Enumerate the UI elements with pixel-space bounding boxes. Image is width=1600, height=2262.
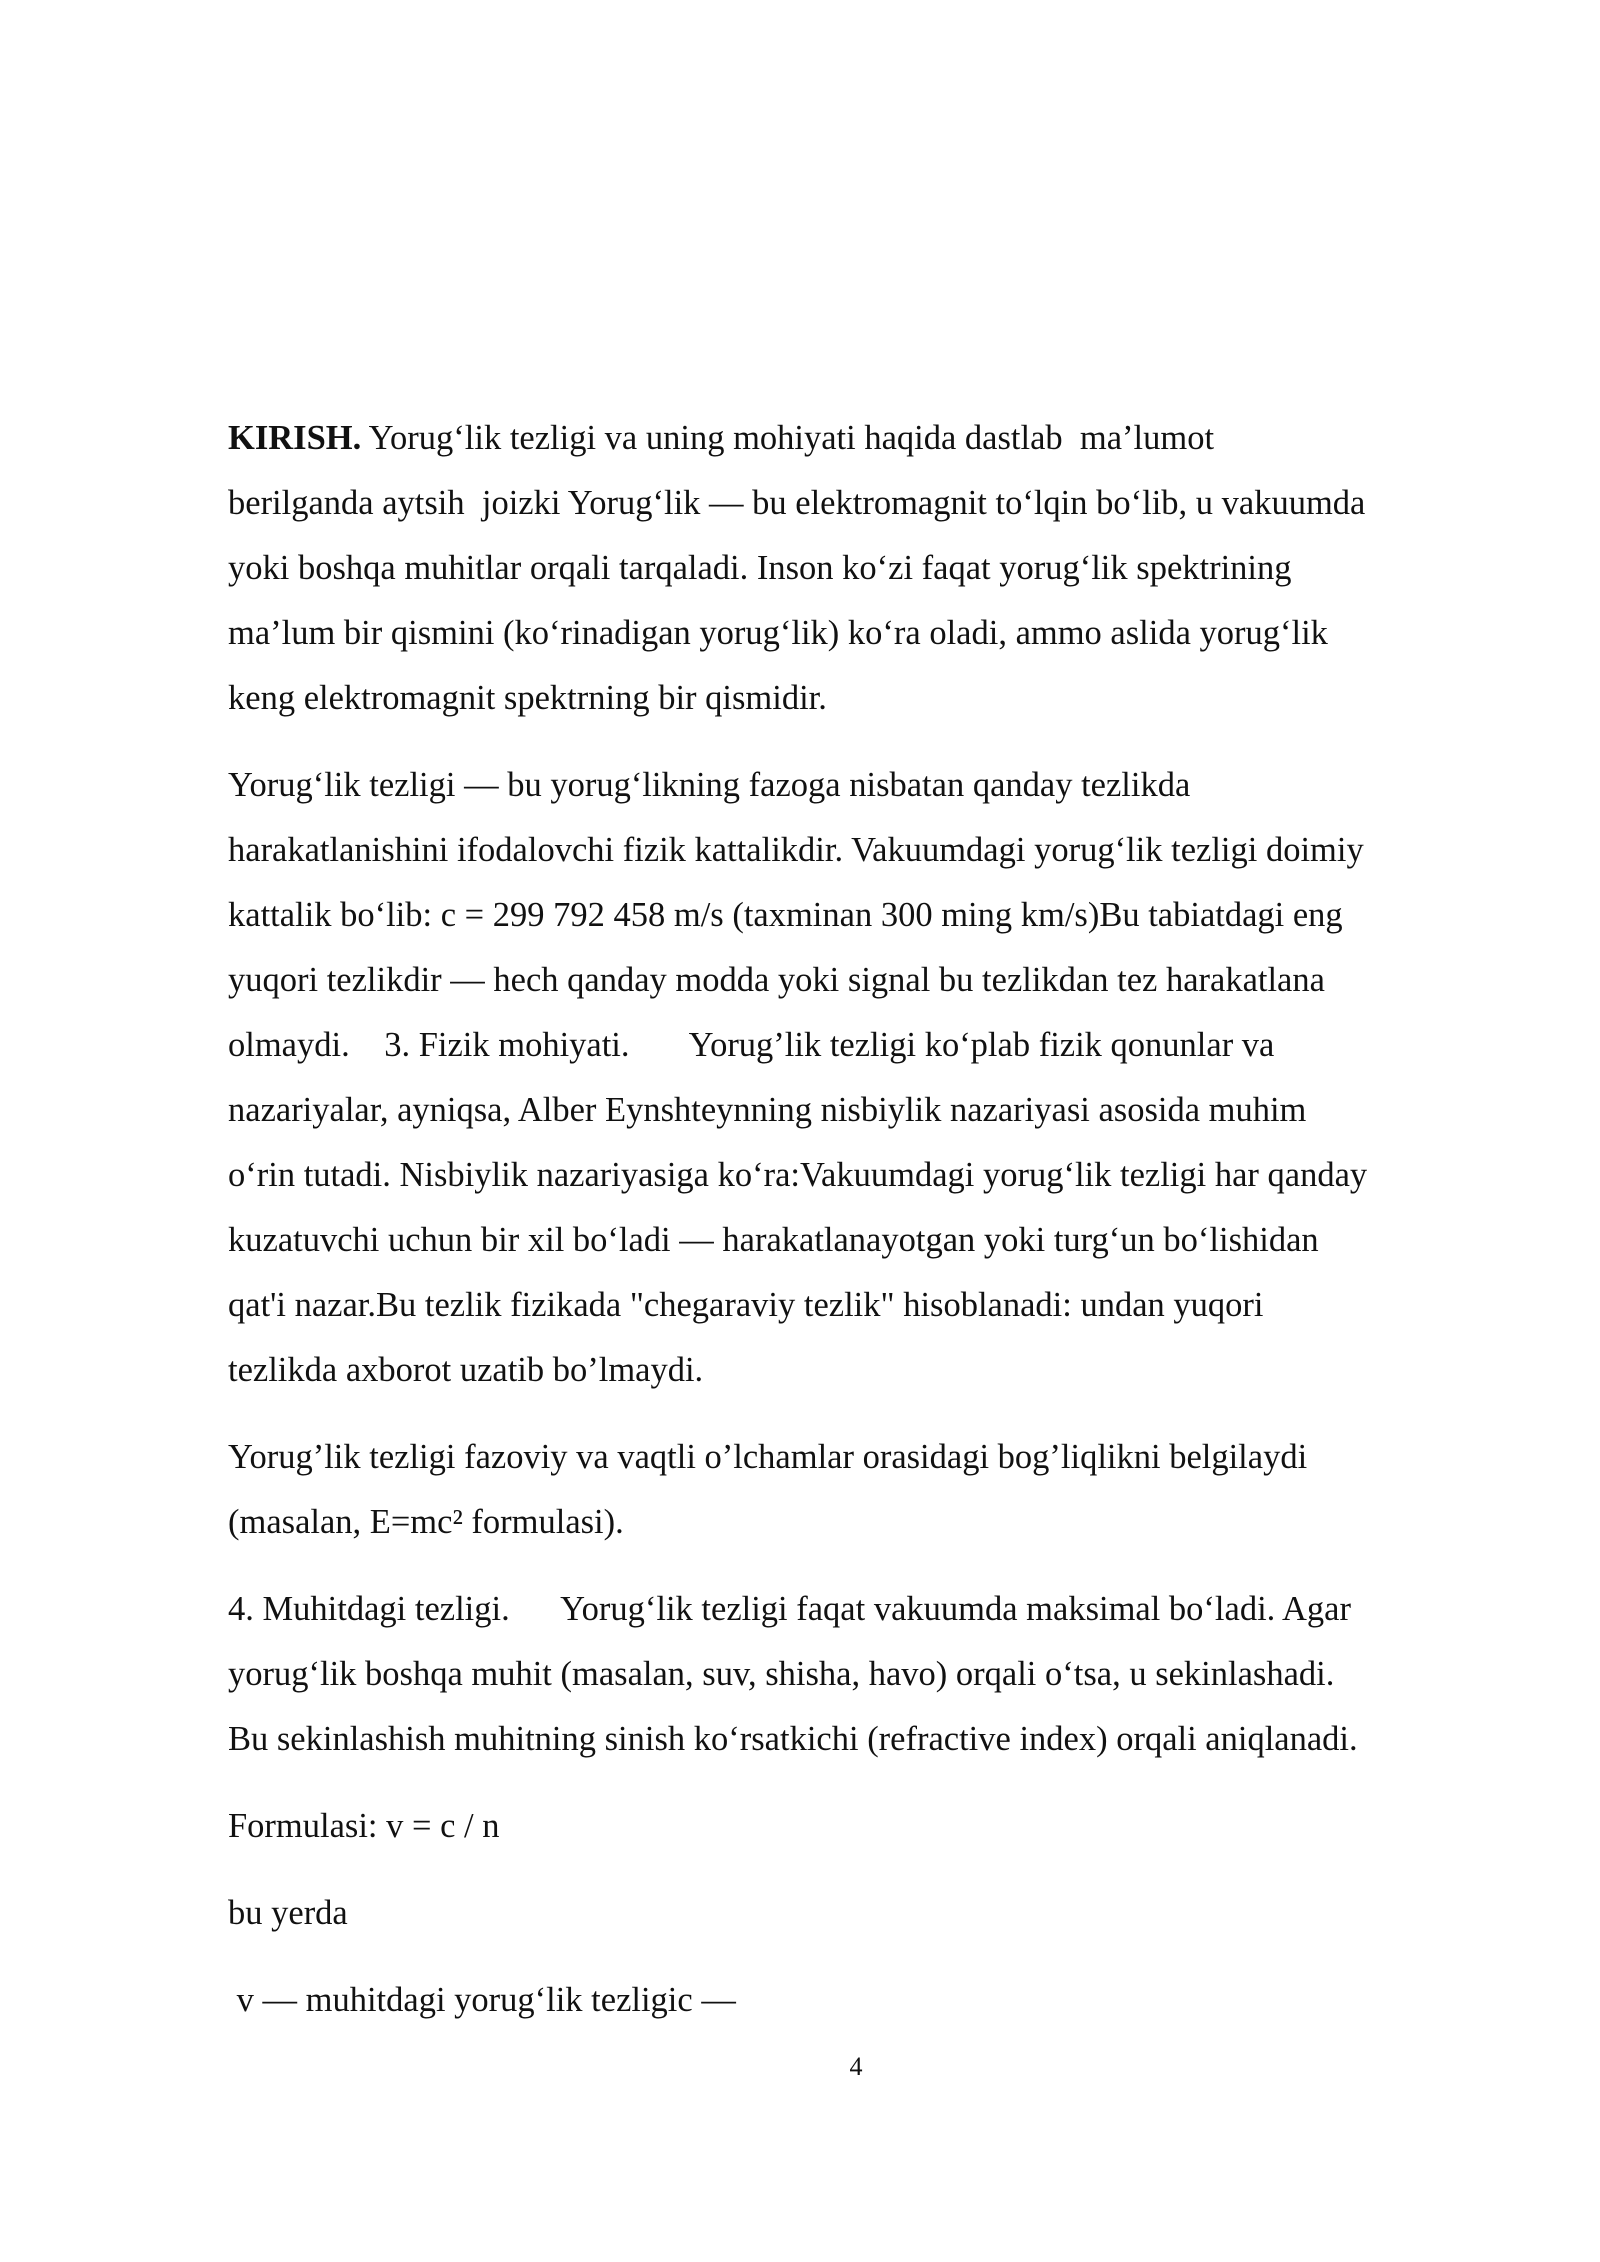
intro-line-1 <box>228 406 1478 471</box>
para4-line-1: 4. Muhitdagi tezligi. Yorug‘lik tezligi faqat vakuumda maksimal bo‘ladi. Agar <box>228 1590 1351 1628</box>
intro-line-1-text: Yorug‘lik tezligi va uning mohiyati haqida dastlab ma’lumot <box>361 419 1215 457</box>
page-number: 4 <box>849 2052 863 2081</box>
where-paragraph <box>228 1881 1478 1946</box>
para2-line-7: o‘rin tutadi. Nisbiylik nazariyasiga ko‘ra:Vakuumdagi yorug‘lik tezligi har qanday <box>228 1156 1368 1194</box>
para4-line-2: yorug‘lik boshqa muhit (masalan, suv, shisha, havo) orqali o‘tsa, u sekinlashadi. <box>228 1655 1335 1693</box>
para2-line-9: qat'i nazar.Bu tezlik fizikada "chegaraviy tezlik" hisoblanadi: undan yuqori <box>228 1286 1264 1324</box>
intro-line-4: ma’lum bir qismini (ko‘rinadigan yorug‘lik) ko‘ra oladi, ammo aslida yorug‘lik <box>228 614 1328 652</box>
para3-line-2: (masalan, E=mc² formulasi). <box>228 1503 624 1541</box>
document-body <box>228 406 1478 2055</box>
para2-line-1: Yorug‘lik tezligi — bu yorug‘likning fazoga nisbatan qanday tezlikda <box>228 766 1191 804</box>
para2-line-6: nazariyalar, ayniqsa, Alber Eynshteynning nisbiylik nazariyasi asosida muhim <box>228 1091 1307 1129</box>
intro-heading: KIRISH. <box>228 419 362 457</box>
para2-line-8: kuzatuvchi uchun bir xil bo‘ladi — harakatlanayotgan yoki turg‘un bo‘lishidan <box>228 1221 1319 1259</box>
spacetime-paragraph <box>228 1425 1478 1555</box>
para2-line-10: tezlikda axborot uzatib bo’lmaydi. <box>228 1351 704 1389</box>
para2-line-3: kattalik bo‘lib: c = 299 792 458 m/s (taxminan 300 ming km/s)Bu tabiatdagi eng <box>228 896 1343 934</box>
intro-line-3: yoki boshqa muhitlar orqali tarqaladi. Inson ko‘zi faqat yorug‘lik spektrining <box>228 549 1292 587</box>
formula-line: Formulasi: v = c / n <box>228 1807 500 1845</box>
definition-paragraph <box>228 1968 1478 2033</box>
definition-line: v — muhitdagi yorug‘lik tezligic — <box>228 1981 736 2019</box>
intro-line-2: berilganda aytsih joizki Yorug‘lik — bu elektromagnit to‘lqin bo‘lib, u vakuumda <box>228 484 1366 522</box>
speed-definition-paragraph <box>228 753 1478 1403</box>
para2-line-5: olmaydi. 3. Fizik mohiyati. Yorug’lik tezligi ko‘plab fizik qonunlar va <box>228 1026 1275 1064</box>
intro-line-5: keng elektromagnit spektrning bir qismidir. <box>228 679 827 717</box>
where-line: bu yerda <box>228 1894 348 1932</box>
para2-line-2: harakatlanishini ifodalovchi fizik kattalikdir. Vakuumdagi yorug‘lik tezligi doimiy <box>228 831 1364 869</box>
intro-paragraph <box>228 406 1478 731</box>
para3-line-1: Yorug’lik tezligi fazoviy va vaqtli o’lchamlar orasidagi bog’liqlikni belgilaydi <box>228 1438 1308 1476</box>
medium-speed-paragraph <box>228 1577 1478 1772</box>
para2-line-4: yuqori tezlikdir — hech qanday modda yoki signal bu tezlikdan tez harakatlana <box>228 961 1325 999</box>
para4-line-3: Bu sekinlashish muhitning sinish ko‘rsatkichi (refractive index) orqali aniqlanadi. <box>228 1720 1358 1758</box>
formula-paragraph <box>228 1794 1478 1859</box>
